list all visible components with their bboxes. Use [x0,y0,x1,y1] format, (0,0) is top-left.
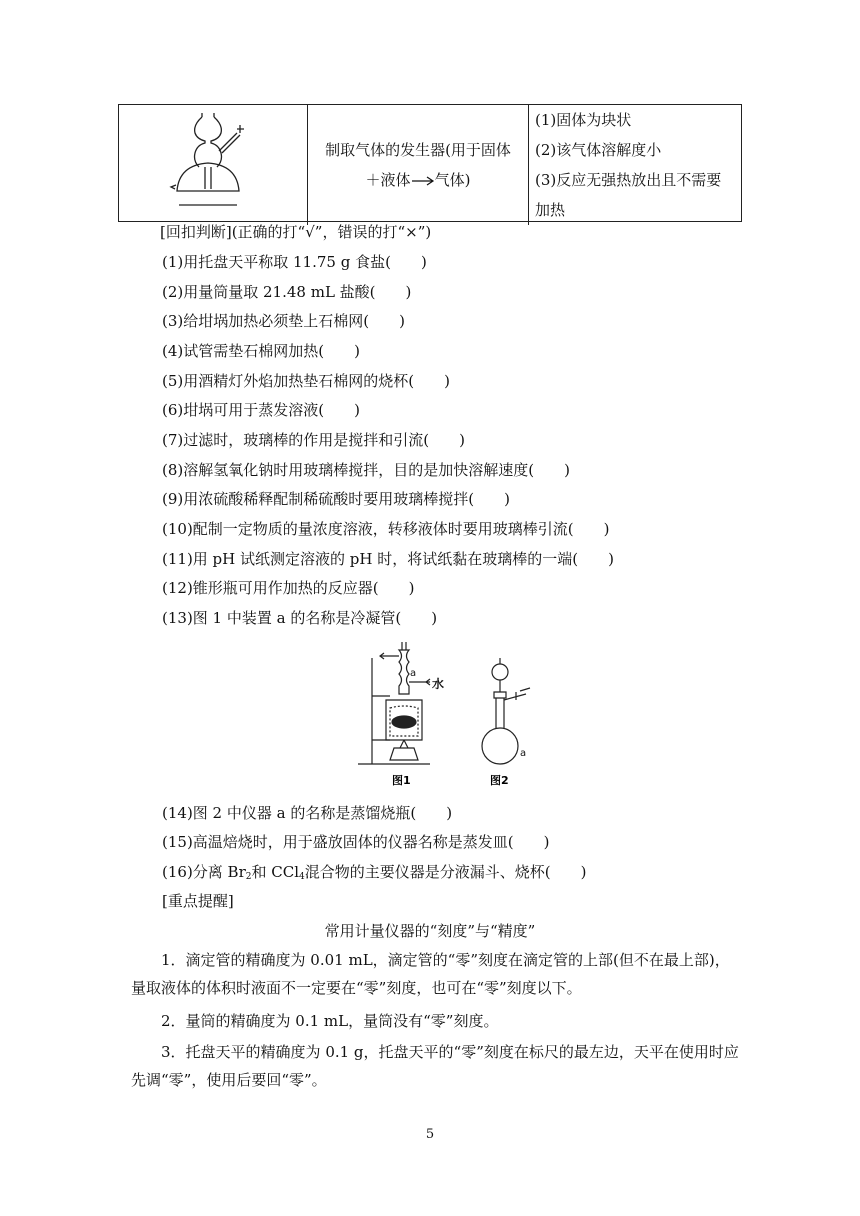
paragraph-balance: 3．托盘天平的精确度为 0.1 g，托盘天平的“零”刻度在标尺的最左边，天平在使用时应先调“零”，使用后要回“零”。 [131,1043,739,1089]
item16-subscript: 2 [245,872,252,882]
fig1-caption: 图1 [392,774,411,787]
question-item: (12)锥形瓶可用作加热的反应器( ) [162,579,415,597]
section-heading-judgement: [回扣判断](正确的打“√”，错误的打“×”) [160,223,432,241]
condition-3: (3)反应无强热放出且不需要 [535,171,722,189]
item16-text-part: (16)分离 Br [162,863,246,881]
condenser-body [399,650,409,694]
reaction-product: 气体) [434,171,471,189]
condition-2: (2)该气体溶解度小 [535,141,662,159]
question-item: (2)用量筒量取 21.48 mL 盐酸( ) [162,283,412,301]
label-a-fig1: a [410,668,417,679]
generator-description-line1: 制取气体的发生器(用于固体 [325,141,511,159]
label-a-fig2: a [520,748,527,759]
question-item: (15)高温焙烧时，用于盛放固体的仪器名称是蒸发皿( ) [162,833,550,851]
question-item: (11)用 pH 试纸测定溶液的 pH 时，将试纸黏在玻璃棒的一端( ) [162,550,614,568]
lab-apparatus-figure [350,636,540,792]
question-item: (5)用酒精灯外焰加热垫石棉网的烧杯( ) [162,372,450,390]
item16-text-part: 混合物的主要仪器是分液漏斗、烧杯( ) [304,863,587,881]
reaction-reactants: ＋液体 [365,171,411,189]
question-item: (1)用托盘天平称取 11.75 g 食盐( ) [162,253,427,271]
paragraph-cylinder: 2．量筒的精确度为 0.1 mL，量筒没有“零”刻度。 [161,1012,499,1030]
condition-1: (1)固体为块状 [535,111,632,129]
item16-text-part: 和 CCl [251,863,300,881]
distillation-flask [482,728,518,764]
question-item: (13)图 1 中装置 a 的名称是冷凝管( ) [162,609,438,627]
generator-description-cell [308,105,529,225]
question-item: (7)过滤时，玻璃棒的作用是搅拌和引流( ) [162,431,465,449]
conditions-cell [529,105,741,225]
question-item: (9)用浓硫酸稀释配制稀硫酸时要用玻璃棒搅拌( ) [162,490,510,508]
question-item [162,862,586,887]
paragraph-burette: 1．滴定管的精确度为 0.01 mL，滴定管的“零”刻度在滴定管的上部(但不在最上部)，量取液体的体积时液面不一定要在“零”刻度，也可在“零”刻度以下。 [131,951,730,997]
generator-description-line2 [325,165,511,195]
item16-subscript: 4 [299,872,305,882]
question-item: (8)溶解氢氧化钠时用玻璃棒搅拌，目的是加快溶解速度( ) [162,461,570,479]
condition-3-cont: 加热 [535,201,566,219]
kipp-apparatus-drawing [119,105,307,221]
question-item: (3)给坩埚加热必须垫上石棉网( ) [162,312,405,330]
section-heading-reminder: [重点提醒] [162,892,234,910]
question-item: (6)坩埚可用于蒸发溶液( ) [162,401,360,419]
section-title: 常用计量仪器的“刻度”与“精度” [324,922,536,940]
question-item: (10)配制一定物质的量浓度溶液，转移液体时要用玻璃棒引流( ) [162,520,610,538]
reaction-arrow-icon [411,176,435,186]
page-number: 5 [425,1127,435,1142]
question-item: (4)试管需垫石棉网加热( ) [162,342,360,360]
alcohol-lamp [390,748,418,760]
water-label: 水 [432,677,445,691]
question-item: (14)图 2 中仪器 a 的名称是蒸馏烧瓶( ) [162,804,453,822]
apparatus-table [118,104,742,222]
kipp-apparatus-cell [119,105,308,225]
fig2-caption: 图2 [490,774,509,787]
